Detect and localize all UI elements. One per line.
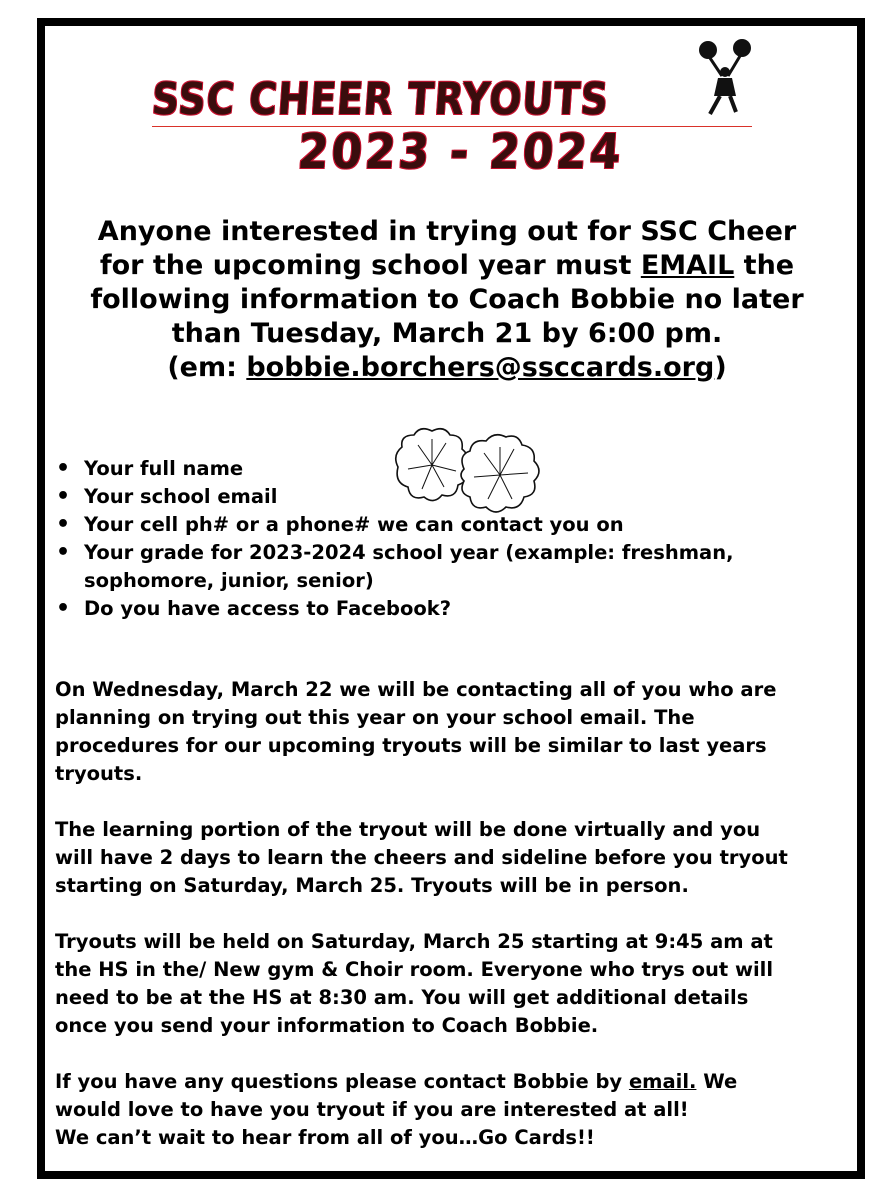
season-year: 2023 - 2024	[296, 124, 626, 180]
closing-text: We would love to have you tryout if you are interested at all! We can’t wait to hear from all of you…Go Cards!!	[55, 1070, 738, 1149]
page-title: SSC CHEER TRYOUTS	[150, 74, 611, 125]
list-item: • Your cell ph# or a phone# we can contact you on	[54, 511, 844, 539]
cheerleader-icon	[696, 38, 756, 118]
list-item: • Do you have access to Facebook?	[54, 595, 844, 623]
intro-part2: the following information to Coach Bobbie no later than Tuesday, March 21 by 6:00 pm. (em:	[90, 250, 804, 383]
list-item: • Your grade for 2023-2024 school year (example: freshman, sophomore, junior, senior)	[54, 539, 844, 595]
intro-part3: )	[714, 352, 727, 383]
header	[0, 0, 894, 200]
list-item: • Your full name	[54, 455, 844, 483]
email-emphasis: EMAIL	[640, 250, 735, 281]
virtual-learning-paragraph: The learning portion of the tryout will be done virtually and you will have 2 days to learn the cheers and sideline before you tryout starting on Saturday, March 25. Tryouts will be in person.	[55, 818, 788, 897]
list-item: • Your school email	[54, 483, 844, 511]
requirements-list	[54, 455, 844, 623]
intro-text	[60, 215, 834, 385]
email-link[interactable]: email.	[628, 1070, 697, 1093]
contact-paragraph: On Wednesday, March 22 we will be contacting all of you who are planning on trying out this year on your school email. The procedures for our upcoming tryouts will be similar to last years tryouts.	[55, 678, 777, 785]
questions-paragraph	[55, 1068, 845, 1152]
tryout-details-paragraph: Tryouts will be held on Saturday, March 25 starting at 9:45 am at the HS in the/ New gym & Choir room. Everyone who trys out will need to be at the HS at 8:30 am. You will get additional details once you send your information to Coach Bobbie.	[55, 930, 774, 1037]
coach-email-link[interactable]: bobbie.borchers@ssccards.org	[246, 352, 715, 383]
questions-text: If you have any questions please contact Bobbie by	[55, 1070, 629, 1093]
intro-part1: Anyone interested in trying out for SSC Cheer for the upcoming school year must	[97, 216, 797, 281]
